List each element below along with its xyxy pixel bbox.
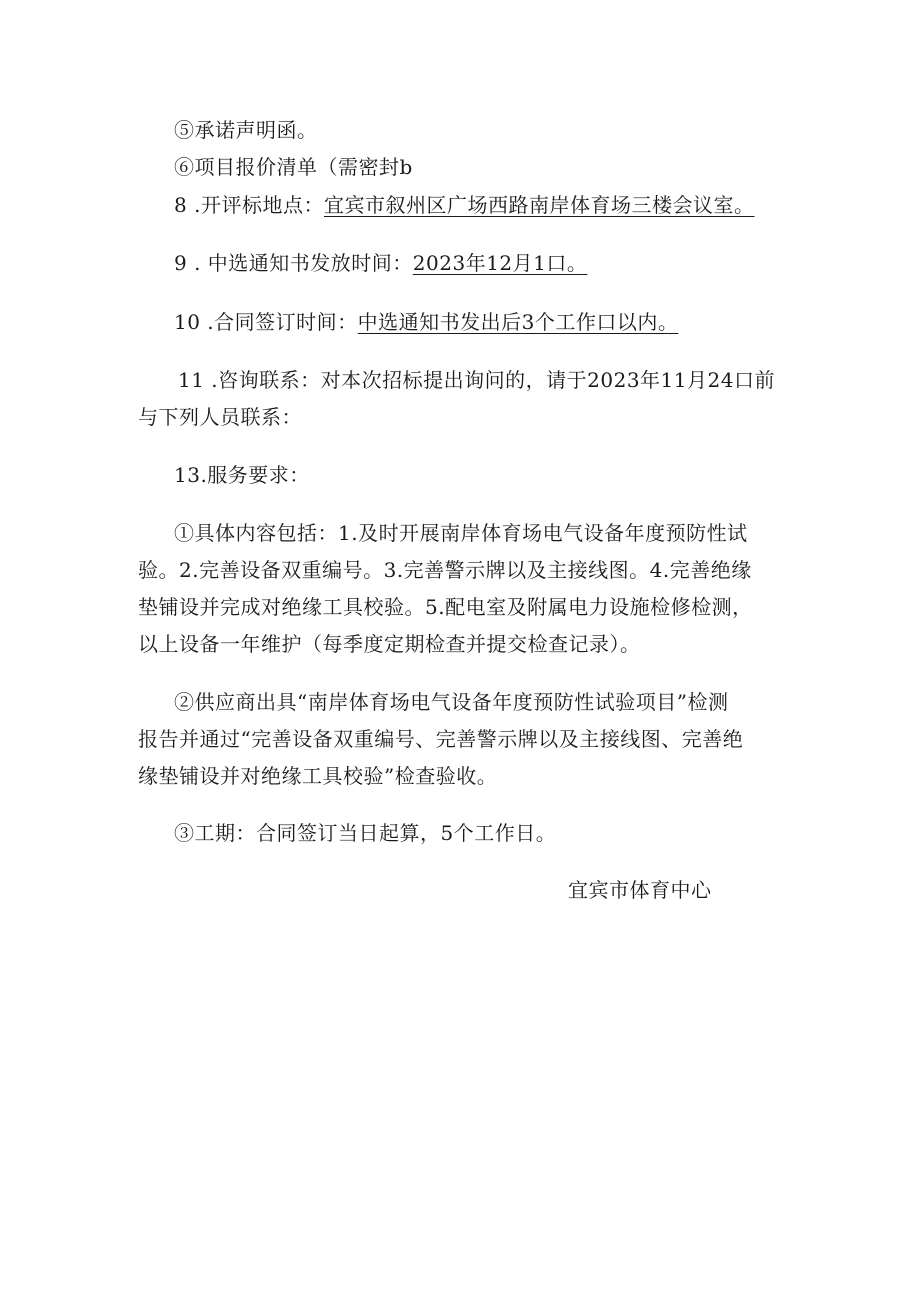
service-content-line2: 验。2.完善设备双重编号。3.完善警示牌以及主接线图。4.完善绝缘 xyxy=(138,558,752,582)
supplier-report-line3: 缘垫铺设并对绝缘工具校验”检查验收。 xyxy=(138,764,498,788)
bid-opening-venue xyxy=(174,190,754,220)
consult-contact-line1: 11 .咨询联系：对本次招标提出询问的，请于2023年11月24口前 xyxy=(178,368,775,392)
work-period: ③工期：合同签订当日起算，5个工作日。 xyxy=(174,821,557,845)
item-price-list: ⑥项目报价清单（需密封b xyxy=(174,155,413,179)
contract-signing-time-label: 10 .合同签订时间： xyxy=(174,310,358,334)
service-requirements-heading: 13.服务要求： xyxy=(174,463,310,487)
bid-opening-venue-value: 宜宾市叙州区广场西路南岸体育场三楼会议室。 xyxy=(323,193,755,217)
notice-issue-time-value: 2023年12月1口。 xyxy=(412,251,588,275)
contract-signing-time xyxy=(174,307,678,337)
service-content-line1: ①具体内容包括：1.及时开展南岸体育场电气设备年度预防性试 xyxy=(174,521,748,545)
notice-issue-time xyxy=(174,248,587,278)
supplier-report-line1: ②供应商出具“南岸体育场电气设备年度预防性试验项目”检测 xyxy=(174,690,729,714)
signature-organization: 宜宾市体育中心 xyxy=(568,878,712,902)
service-content-line4: 以上设备一年维护（每季度定期检查并提交检查记录）。 xyxy=(138,632,641,656)
contract-signing-time-value: 中选通知书发出后3个工作口以内。 xyxy=(357,310,679,334)
notice-issue-time-label: 9 . 中选通知书发放时间： xyxy=(174,251,413,275)
item-commitment-letter: ⑤承诺声明函。 xyxy=(174,118,318,142)
bid-opening-venue-label: 8 .开评标地点： xyxy=(174,193,324,217)
service-content-line3: 垫铺设并完成对绝缘工具校验。5.配电室及附属电力设施检修检测， xyxy=(138,595,753,619)
consult-contact-line2: 与下列人员联系： xyxy=(138,405,302,429)
supplier-report-line2: 报告并通过“完善设备双重编号、完善警示牌以及主接线图、完善绝 xyxy=(138,727,744,751)
